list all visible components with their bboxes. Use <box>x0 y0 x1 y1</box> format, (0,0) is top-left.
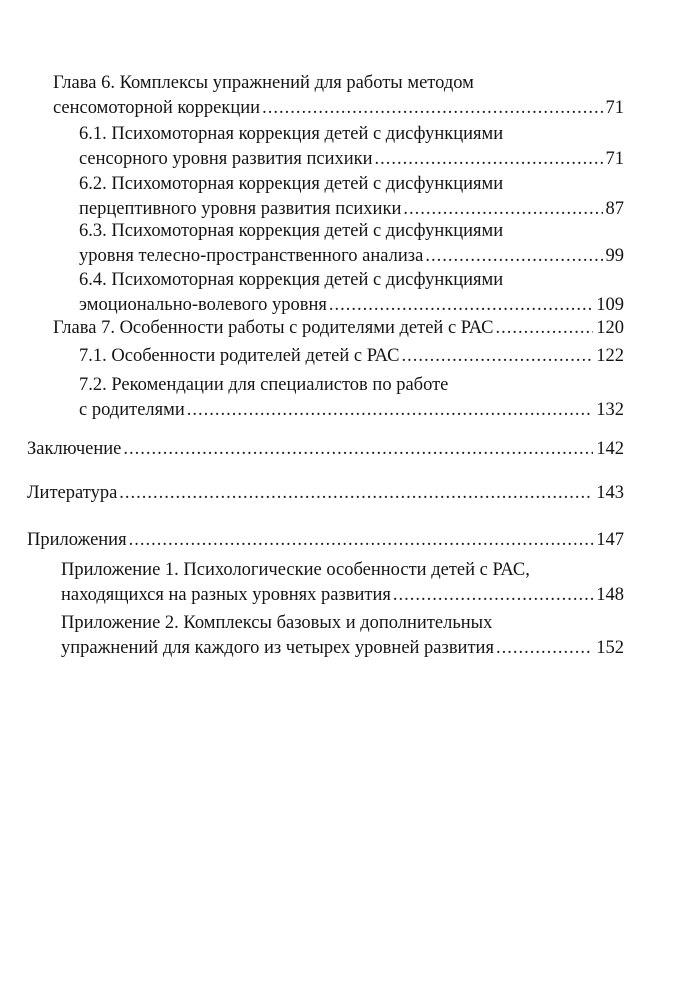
page-number: 147 <box>596 530 624 550</box>
toc-entry-section-6-3 <box>79 219 624 269</box>
toc-entry-appendices <box>27 528 624 553</box>
toc-entry-last-line <box>27 437 624 462</box>
page-number: 71 <box>605 149 624 169</box>
toc-entry-last-line <box>79 293 624 318</box>
toc-entry-last-line <box>79 244 624 269</box>
dot-leader <box>129 528 594 553</box>
dot-leader <box>496 316 594 341</box>
page-number: 120 <box>596 318 624 338</box>
dot-leader <box>119 481 593 506</box>
toc-entry-conclusion <box>27 437 624 462</box>
page-number: 132 <box>596 400 624 420</box>
toc-entry-title-line: Приложение 2. Комплексы базовых и дополнительных <box>61 613 493 633</box>
page-number: 71 <box>605 98 624 118</box>
dot-leader <box>401 344 593 369</box>
toc-entry-title-line: Заключение <box>27 439 122 459</box>
toc-entry-title-line: Приложение 1. Психологические особенности детей с РАС, <box>61 560 530 580</box>
toc-entry-title-line: 7.1. Особенности родителей детей с РАС <box>79 346 400 366</box>
dot-leader <box>375 147 603 172</box>
dot-leader <box>329 293 593 318</box>
page-number: 99 <box>605 246 624 266</box>
toc-entry-section-7-1 <box>79 344 624 369</box>
dot-leader <box>262 96 602 121</box>
page-number: 122 <box>596 346 624 366</box>
toc-entry-last-line <box>79 344 624 369</box>
toc-entry-title-line: сенсомоторной коррекции <box>53 98 261 118</box>
toc-entry-title-line: 6.1. Психомоторная коррекция детей с дисфункциями <box>79 124 504 144</box>
toc-entry-last-line <box>27 528 624 553</box>
dot-leader <box>496 636 593 661</box>
toc-entry-last-line <box>53 96 624 121</box>
toc-entry-title-line: Глава 6. Комплексы упражнений для работы методом <box>53 73 474 93</box>
toc-entry-chapter-7 <box>53 316 624 341</box>
toc-entry-last-line <box>53 316 624 341</box>
toc-entry-last-line <box>79 147 624 172</box>
dot-leader <box>425 244 602 269</box>
toc-entry-title-line: сенсорного уровня развития психики <box>79 149 373 169</box>
toc-entry-section-6-1 <box>79 122 624 172</box>
toc-entry-last-line <box>27 481 624 506</box>
toc-entry-title-line: 6.2. Психомоторная коррекция детей с дисфункциями <box>79 174 504 194</box>
dot-leader <box>393 583 593 608</box>
toc-entry-section-6-4 <box>79 268 624 318</box>
toc-entry-title-line: находящихся на разных уровнях развития <box>61 585 391 605</box>
toc-entry-appendix-2 <box>61 611 624 661</box>
toc-entry-last-line <box>61 583 624 608</box>
page-number: 143 <box>596 483 624 503</box>
toc-entry-title-line: упражнений для каждого из четырех уровней развития <box>61 638 494 658</box>
toc-entry-title-line: 6.4. Психомоторная коррекция детей с дисфункциями <box>79 270 504 290</box>
toc-entry-title-line: 6.3. Психомоторная коррекция детей с дисфункциями <box>79 221 504 241</box>
page-number: 152 <box>596 638 624 658</box>
toc-entry-title-line: с родителями <box>79 400 185 420</box>
toc-entry-section-6-2 <box>79 172 624 222</box>
page-number: 148 <box>596 585 624 605</box>
toc-entry-chapter-6 <box>53 71 624 121</box>
toc-entry-appendix-1 <box>61 558 624 608</box>
toc-entry-literature <box>27 481 624 506</box>
toc-entry-title-line: эмоционально-волевого уровня <box>79 295 327 315</box>
page-number: 109 <box>596 295 624 315</box>
dot-leader <box>123 437 593 462</box>
dot-leader <box>187 398 593 423</box>
toc-entry-title-line: Приложения <box>27 530 127 550</box>
page-number: 87 <box>605 199 624 219</box>
toc-entry-section-7-2 <box>79 373 624 423</box>
toc-entry-title-line: 7.2. Рекомендации для специалистов по работе <box>79 375 449 395</box>
toc-entry-last-line <box>79 398 624 423</box>
toc-entry-last-line <box>61 636 624 661</box>
page-number: 142 <box>596 439 624 459</box>
toc-entry-title-line: уровня телесно-пространственного анализа <box>79 246 424 266</box>
toc-entry-title-line: Глава 7. Особенности работы с родителями детей с РАС <box>53 318 494 338</box>
toc-entry-title-line: Литература <box>27 483 118 503</box>
toc-entry-title-line: перцептивного уровня развития психики <box>79 199 402 219</box>
